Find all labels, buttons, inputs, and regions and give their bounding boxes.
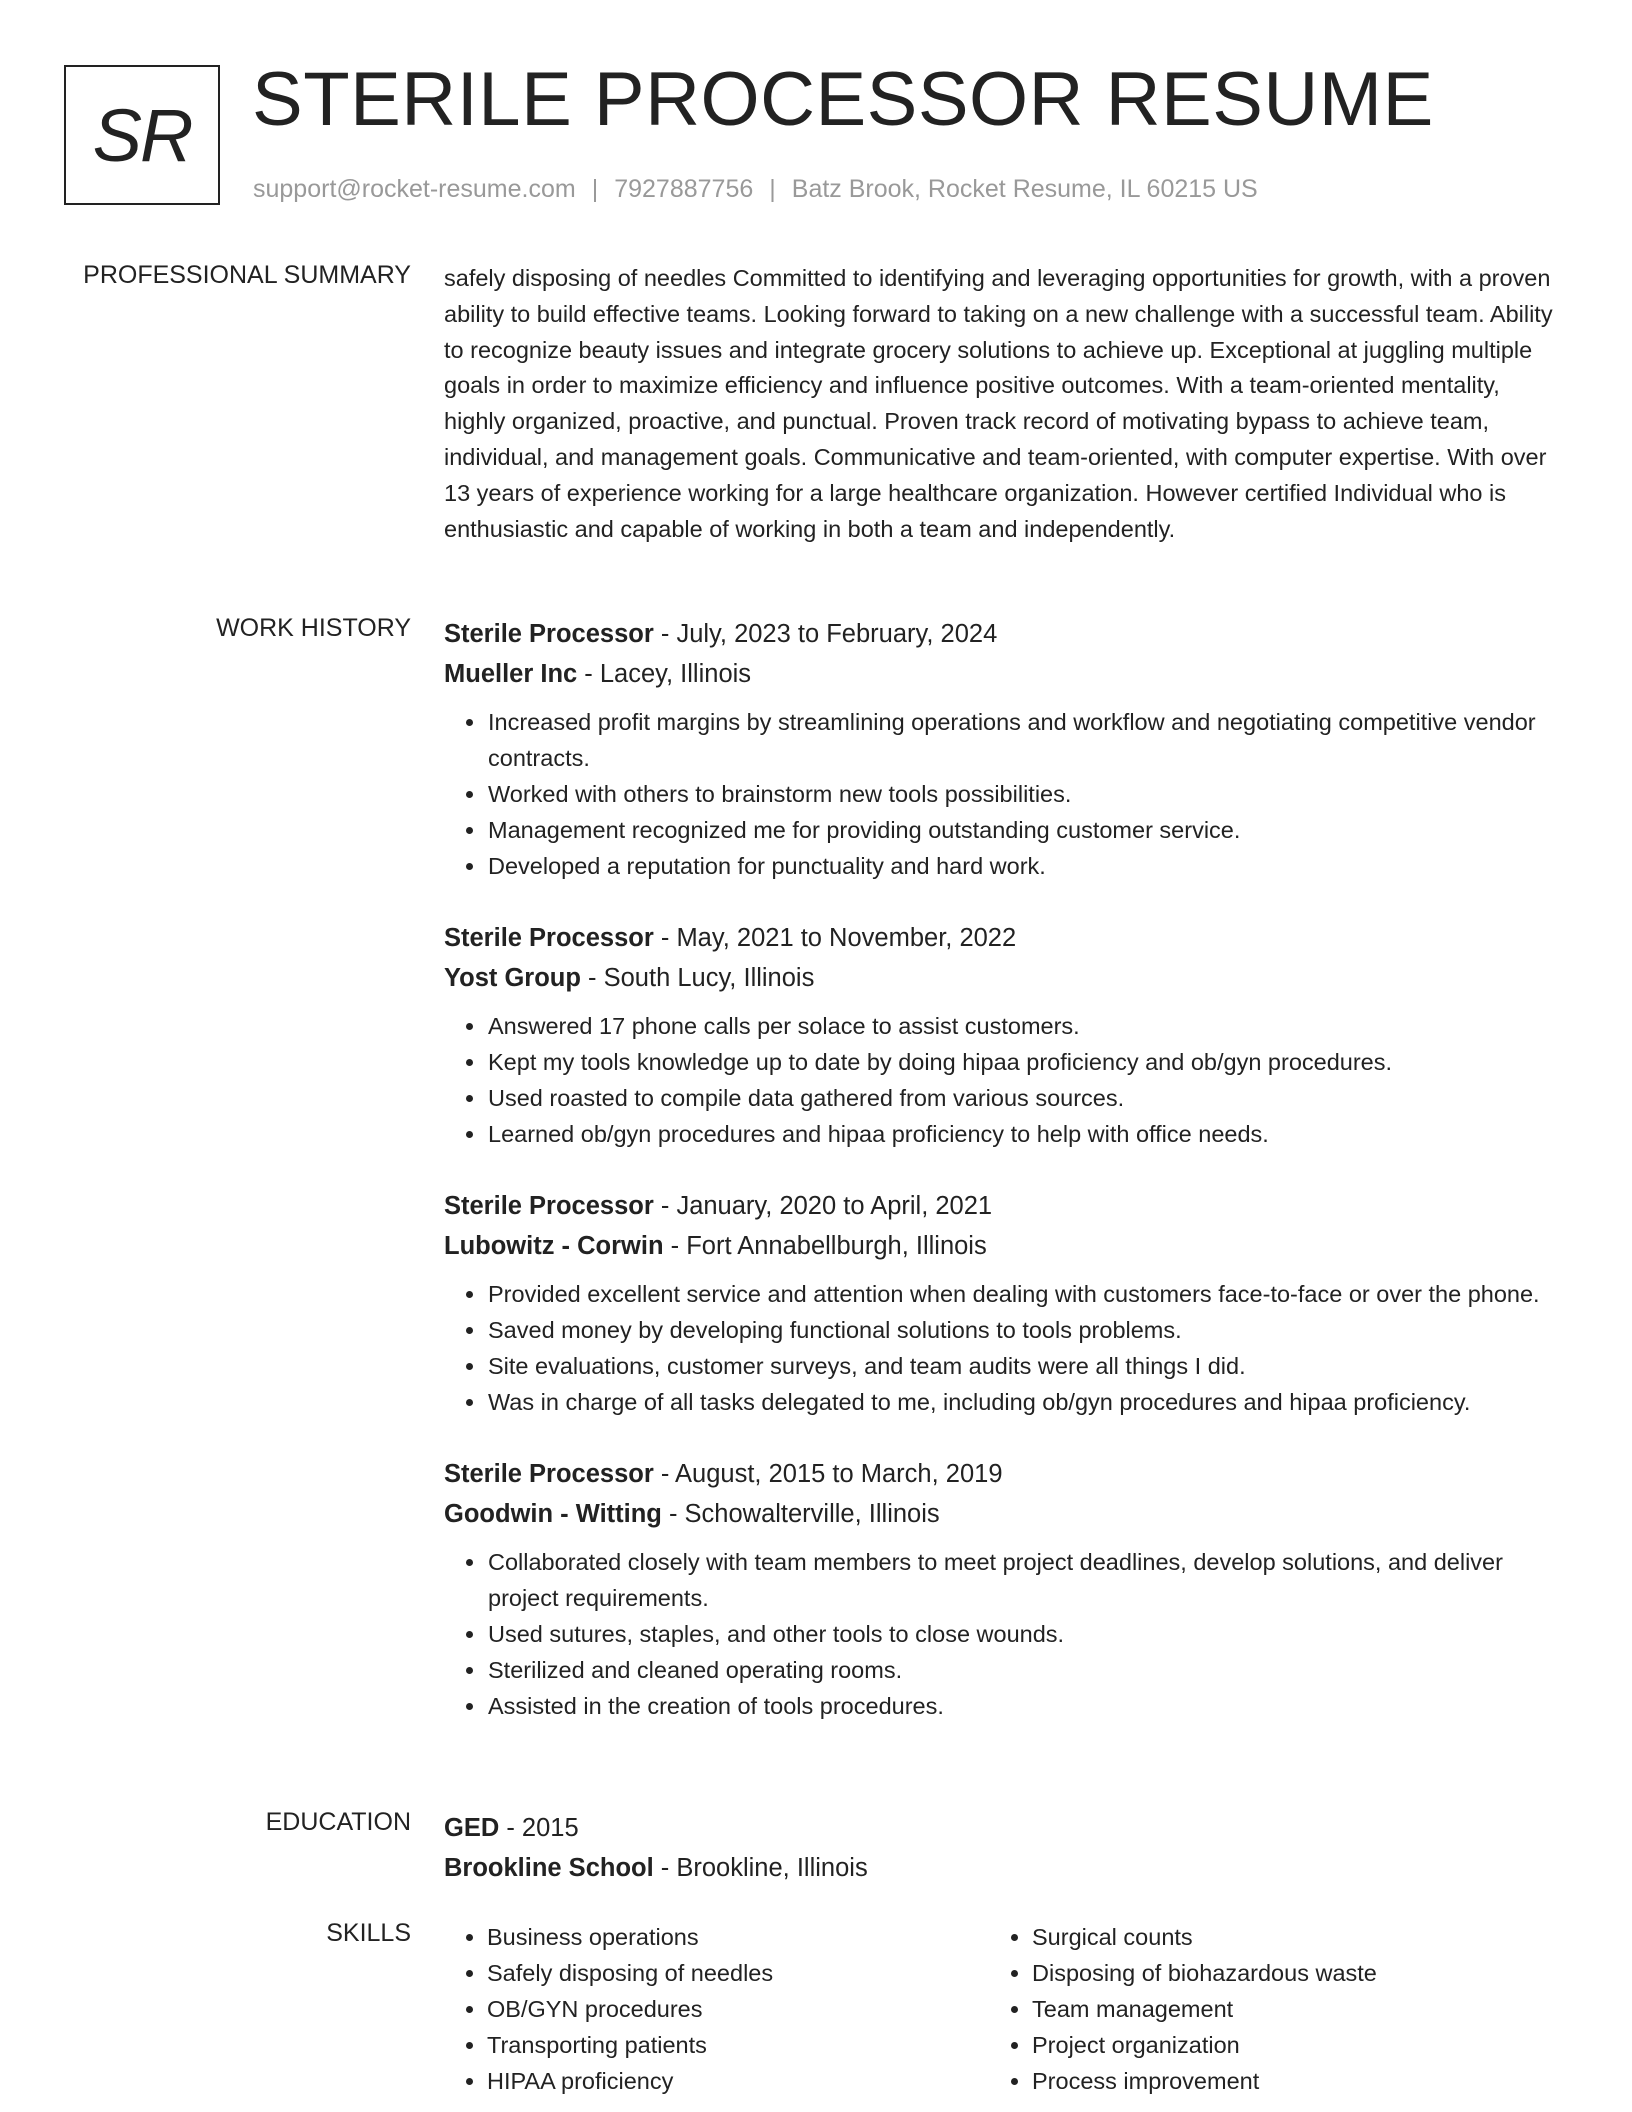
job-company-line xyxy=(444,1226,1564,1266)
education-school-line xyxy=(444,1848,1564,1888)
job-entry xyxy=(444,1454,1564,1724)
skill-item: • Team management xyxy=(1032,1991,1534,2027)
skill-item: • Business operations xyxy=(487,1919,989,1955)
education-body xyxy=(444,1808,1564,1888)
job-title: Sterile Processor xyxy=(444,924,654,952)
job-bullet: • Worked with others to brainstorm new tools possibilities. xyxy=(487,776,1564,812)
job-company-line xyxy=(444,1494,1564,1534)
job-bullet: • Increased profit margins by streamlining operations and workflow and negotiating competitive vendor contracts. xyxy=(487,704,1564,776)
job-dates: - August, 2015 to March, 2019 xyxy=(653,1460,1003,1488)
summary-heading: PROFESSIONAL SUMMARY xyxy=(83,261,411,289)
job-bullet: • Collaborated closely with team members to meet project deadlines, develop solutions, and deliver project requirements. xyxy=(487,1544,1564,1616)
education-year: - 2015 xyxy=(499,1814,579,1842)
resume-title: STERILE PROCESSOR RESUME xyxy=(252,57,1434,142)
job-bullets xyxy=(444,1276,1564,1420)
job-bullet: • Management recognized me for providing outstanding customer service. xyxy=(487,812,1564,848)
summary-text: safely disposing of needles Committed to identifying and leveraging opportunities for growth, with a proven ability to build effective teams. Looking forward to taking on a new challenge with a successful team. Ability to recognize beauty issues and integrate grocery solutions to achieve up. Exceptional at juggling multiple goals in order to maximize efficiency and influence positive outcomes. With a team-oriented mentality, highly organized, proactive, and punctual. Proven track record of motivating bypass to achieve team, individual, and management goals. Communicative and team-oriented, with computer expertise. With over 13 years of experience working for a large healthcare organization. However certified Individual who is enthusiastic and capable of working in both a team and independently. xyxy=(444,265,1553,542)
job-dates: - May, 2021 to November, 2022 xyxy=(653,924,1017,952)
job-title-line xyxy=(444,918,1564,958)
job-company: Yost Group xyxy=(444,964,581,992)
job-company: Lubowitz - Corwin xyxy=(444,1232,664,1260)
job-bullet: • Developed a reputation for punctuality and hard work. xyxy=(487,848,1564,884)
job-entry xyxy=(444,918,1564,1152)
job-dates: - July, 2023 to February, 2024 xyxy=(653,620,998,648)
job-bullets xyxy=(444,1008,1564,1152)
job-title: Sterile Processor xyxy=(444,1460,654,1488)
job-entry xyxy=(444,614,1564,884)
job-company-line xyxy=(444,654,1564,694)
education-location: - Brookline, Illinois xyxy=(653,1854,868,1882)
job-bullet: • Was in charge of all tasks delegated to me, including ob/gyn procedures and hipaa proficiency. xyxy=(487,1384,1564,1420)
job-bullet: • Answered 17 phone calls per solace to assist customers. xyxy=(487,1008,1564,1044)
skill-item: • Disposing of biohazardous waste xyxy=(1032,1955,1534,1991)
job-location: - Fort Annabellburgh, Illinois xyxy=(663,1232,987,1260)
job-bullet: • Site evaluations, customer surveys, and team audits were all things I did. xyxy=(487,1348,1564,1384)
job-company: Goodwin - Witting xyxy=(444,1500,662,1528)
skill-item: • Transporting patients xyxy=(487,2027,989,2063)
initials-monogram xyxy=(64,65,220,205)
contact-separator: | xyxy=(591,175,599,203)
skill-item: • Surgical counts xyxy=(1032,1919,1534,1955)
job-bullet: • Assisted in the creation of tools procedures. xyxy=(487,1688,1564,1724)
skills-body xyxy=(444,1919,1564,2099)
job-bullet: • Learned ob/gyn procedures and hipaa proficiency to help with office needs. xyxy=(487,1116,1564,1152)
skill-item: • OB/GYN procedures xyxy=(487,1991,989,2027)
skill-item: • Safely disposing of needles xyxy=(487,1955,989,1991)
job-company: Mueller Inc xyxy=(444,660,578,688)
job-dates: - January, 2020 to April, 2021 xyxy=(653,1192,993,1220)
job-bullets xyxy=(444,1544,1564,1724)
skill-item: • HIPAA proficiency xyxy=(487,2063,989,2099)
education-degree: GED xyxy=(444,1814,500,1842)
contact-address: Batz Brook, Rocket Resume, IL 60215 US xyxy=(791,175,1258,203)
education-school: Brookline School xyxy=(444,1854,654,1882)
skill-item: • Process improvement xyxy=(1032,2063,1534,2099)
job-title: Sterile Processor xyxy=(444,1192,654,1220)
skills-heading: SKILLS xyxy=(326,1919,411,1947)
contact-email: support@rocket-resume.com xyxy=(253,175,576,203)
contact-line xyxy=(253,175,1258,204)
education-heading: EDUCATION xyxy=(265,1808,411,1836)
job-bullet: • Sterilized and cleaned operating rooms. xyxy=(487,1652,1564,1688)
job-bullet: • Used sutures, staples, and other tools to close wounds. xyxy=(487,1616,1564,1652)
contact-separator: | xyxy=(769,175,776,203)
job-title: Sterile Processor xyxy=(444,620,654,648)
job-location: - Lacey, Illinois xyxy=(577,660,752,688)
job-title-line xyxy=(444,614,1564,654)
contact-phone: 7927887756 xyxy=(614,175,754,203)
skills-right-column xyxy=(989,1919,1534,2099)
work-history-heading: WORK HISTORY xyxy=(216,614,411,642)
skill-item: • Project organization xyxy=(1032,2027,1534,2063)
skills-left-column xyxy=(444,1919,989,2099)
job-title-line xyxy=(444,1186,1564,1226)
job-company-line xyxy=(444,958,1564,998)
job-bullets xyxy=(444,704,1564,884)
job-location: - South Lucy, Illinois xyxy=(580,964,815,992)
job-bullet: • Kept my tools knowledge up to date by doing hipaa proficiency and ob/gyn procedures. xyxy=(487,1044,1564,1080)
job-bullet: • Used roasted to compile data gathered from various sources. xyxy=(487,1080,1564,1116)
job-title-line xyxy=(444,1454,1564,1494)
job-bullet: • Provided excellent service and attention when dealing with customers face-to-face or over the phone. xyxy=(487,1276,1564,1312)
job-bullet: • Saved money by developing functional solutions to tools problems. xyxy=(487,1312,1564,1348)
job-location: - Schowalterville, Illinois xyxy=(661,1500,940,1528)
skills-columns xyxy=(444,1919,1564,2099)
work-history-list xyxy=(444,614,1564,1758)
summary-body xyxy=(444,261,1564,547)
initials-text: SR xyxy=(92,93,192,177)
job-entry xyxy=(444,1186,1564,1420)
education-degree-line xyxy=(444,1808,1564,1848)
